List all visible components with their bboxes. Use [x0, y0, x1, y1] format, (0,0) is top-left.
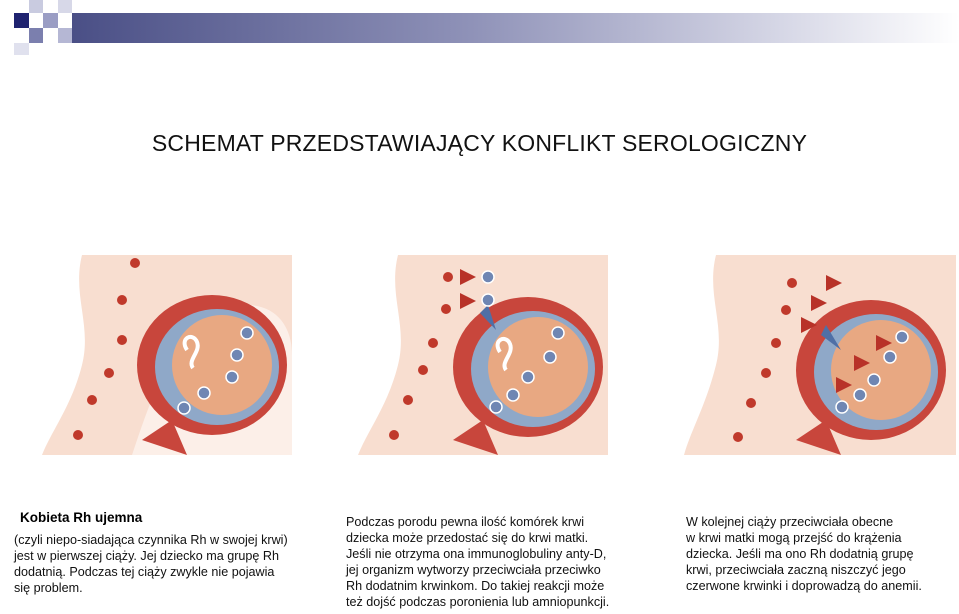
deco-square	[29, 28, 43, 43]
panel-1-caption: (czyli niepo-siadająca czynnika Rh w swojej krwi) jest w pierwszej ciąży. Jej dziecko ma grupę Rh dodatnią. Podczas tej ciąży zwykle nie pojawia się problem.	[14, 533, 288, 595]
pregnancy-illustration-3	[676, 255, 956, 455]
deco-square	[29, 0, 43, 13]
illustration-panel-1	[12, 255, 292, 455]
panel-3-caption: W kolejnej ciąży przeciwciała obecne w krwi matki mogą przejść do krążenia dziecka. Jeśli ma ono Rh dodatnią grupę krwi, przeciwciała zaczną niszczyć jego czerwone krwinki i doprowadzą do anemii.	[686, 515, 922, 593]
pregnancy-illustration-2	[328, 255, 608, 455]
slide-title: SCHEMAT PRZEDSTAWIAJĄCY KONFLIKT SEROLOGICZNY	[151, 130, 808, 156]
deco-square	[14, 43, 29, 55]
pregnancy-illustration-1	[12, 255, 292, 455]
deco-square	[14, 13, 29, 28]
slide-header-decoration	[0, 0, 959, 60]
illustration-panel-2	[328, 255, 608, 455]
deco-square	[43, 13, 58, 28]
header-gradient-bar	[72, 13, 959, 43]
illustration-panel-3	[676, 255, 956, 455]
deco-square	[58, 0, 72, 13]
deco-square	[58, 28, 72, 43]
panel-1-heading: Kobieta Rh ujemna	[20, 510, 143, 525]
panel-2-caption: Podczas porodu pewna ilość komórek krwi dziecka może przedostać się do krwi matki. Jeśli nie otrzyma ona immunoglobuliny anty-D, jej organizm wytworzy przeciwciała przeciwko Rh dodatnim krwinkom. Do takiej reakcji może też dojść podczas poronienia lub amniopunkcji.	[346, 515, 610, 609]
